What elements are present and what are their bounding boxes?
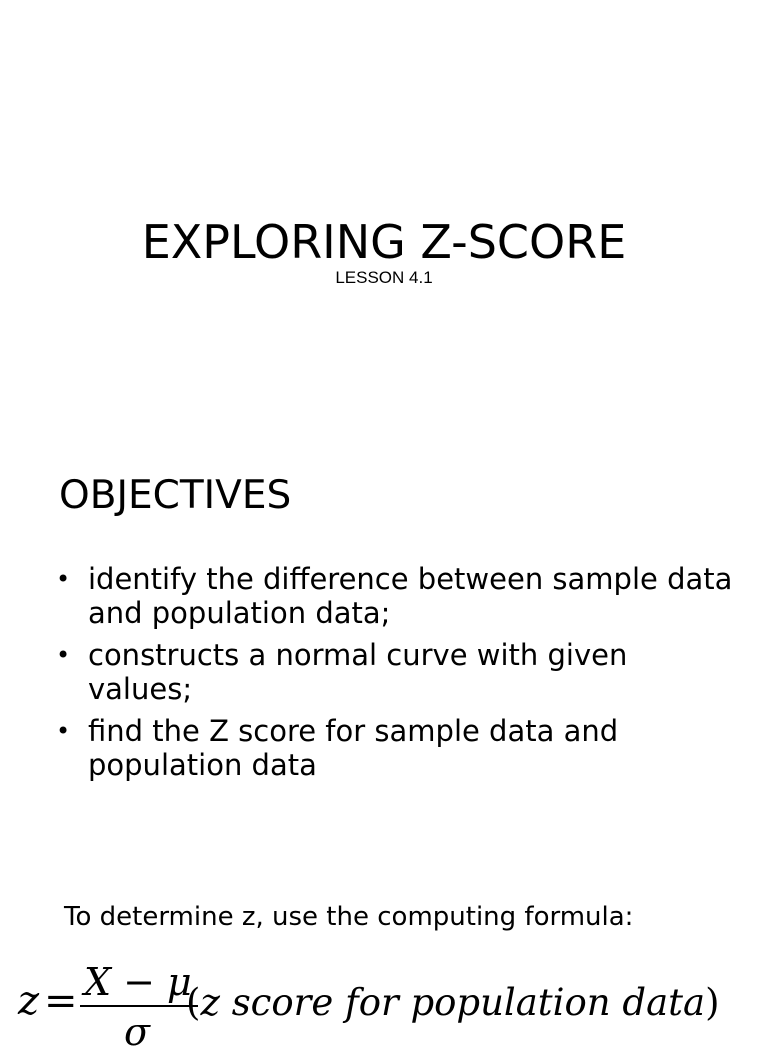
formula-denominator: σ (124, 1010, 150, 1054)
objective-item (56, 562, 736, 630)
formula-intro-text: To determine z, use the computing formula: (64, 902, 634, 932)
fraction-bar (80, 1005, 198, 1007)
objective-text: find the Z score for sample data and population data (88, 714, 619, 782)
bullet-icon: • (56, 641, 71, 669)
formula-lhs: z (18, 978, 40, 1024)
formula-note-text: z score for population data (200, 981, 706, 1024)
formula-equals: = (44, 978, 78, 1024)
objectives-heading: OBJECTIVES (59, 473, 292, 518)
formula-close-paren: ) (705, 981, 720, 1024)
objective-item (56, 714, 736, 782)
bullet-icon: • (56, 565, 71, 593)
slide-title: EXPLORING Z-SCORE (141, 215, 627, 269)
formula-note (186, 980, 720, 1026)
formula-open-paren: ( (186, 981, 201, 1024)
objective-text: constructs a normal curve with given values; (88, 638, 628, 706)
z-score-formula (14, 960, 764, 1054)
formula-numerator: X − μ (84, 960, 192, 1004)
objective-item (56, 638, 736, 706)
slide-subtitle: LESSON 4.1 (335, 268, 433, 287)
bullet-icon: • (56, 717, 71, 745)
objective-text: identify the difference between sample data and population data; (88, 562, 733, 630)
objectives-list (56, 562, 736, 790)
